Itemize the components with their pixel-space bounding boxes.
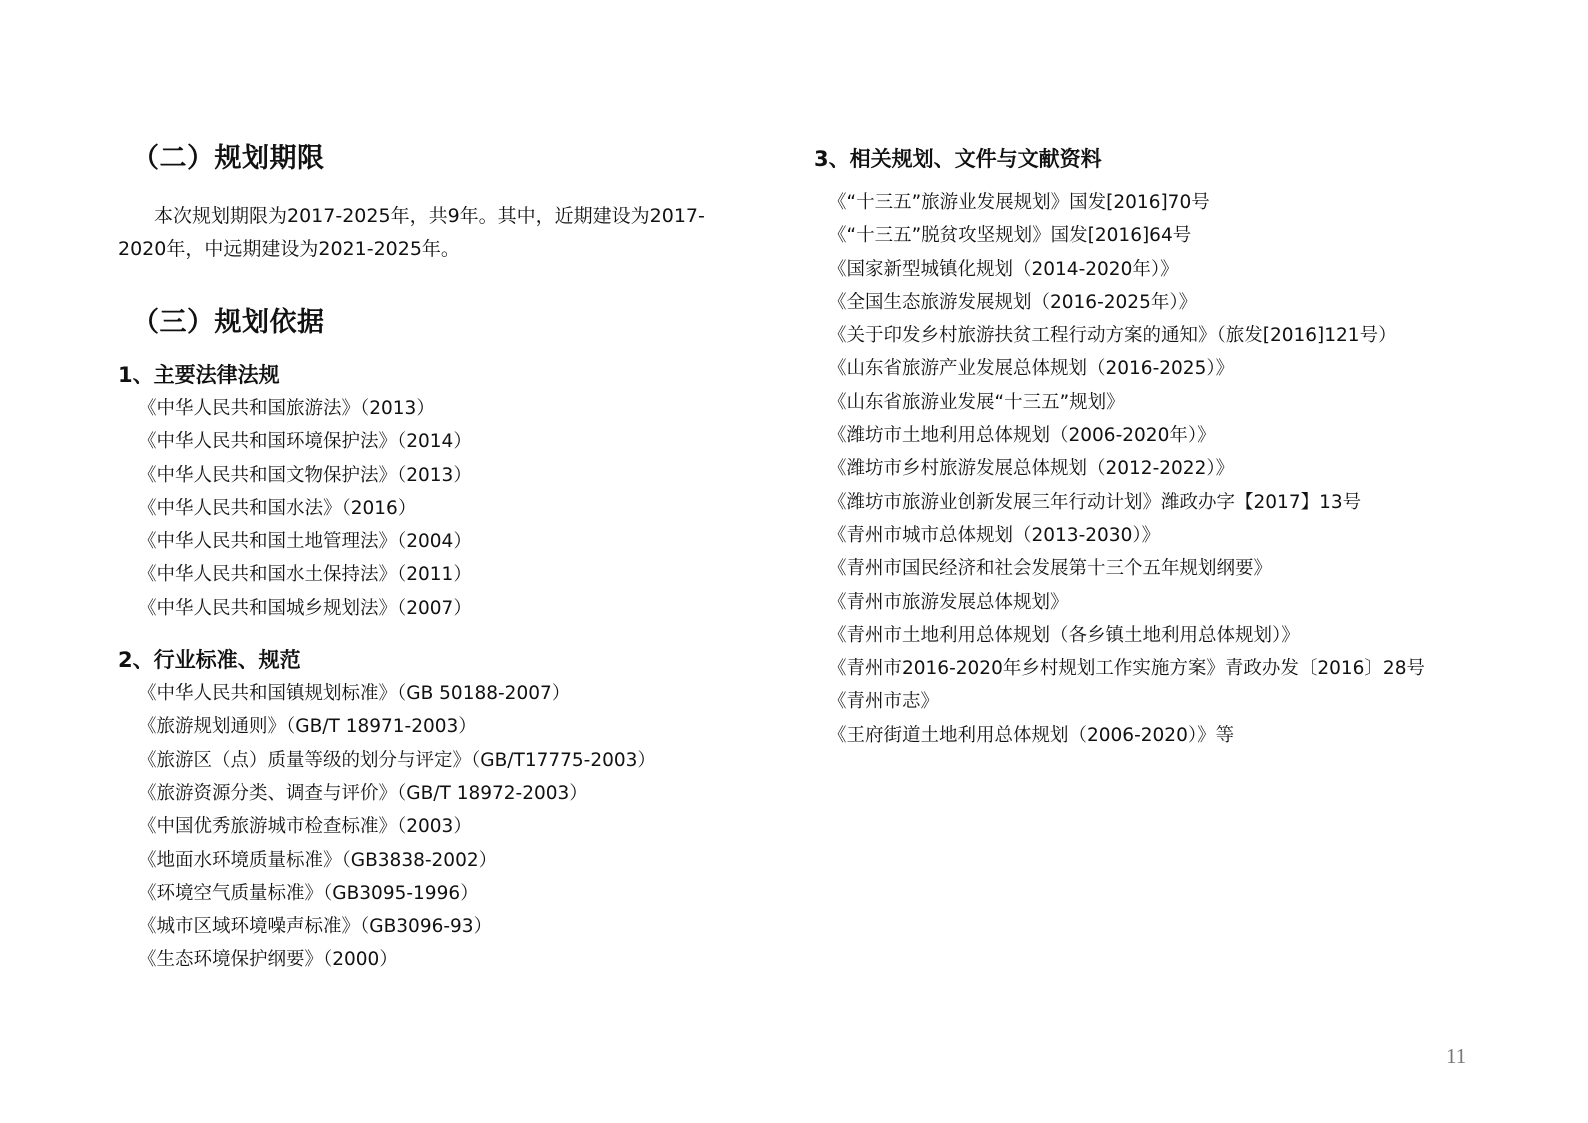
- law-item: 《中华人民共和国文物保护法》（2013）: [138, 464, 472, 486]
- standard-item: 《旅游区（点）质量等级的划分与评定》（GB/T17775-2003）: [138, 749, 656, 771]
- law-item: 《中华人民共和国水土保持法》（2011）: [138, 564, 472, 586]
- document-item: 《“十三五”旅游业发展规划》国发[2016]70号: [828, 192, 1210, 213]
- document-item: 《“十三五”脱贫攻坚规划》国发[2016]64号: [828, 225, 1192, 247]
- document-item: 《关于印发乡村旅游扶贫工程行动方案的通知》（旅发[2016]121号）: [828, 325, 1397, 347]
- document-item: 《青州市旅游发展总体规划》: [828, 591, 1069, 613]
- standard-item: 《旅游规划通则》（GB/T 18971-2003）: [138, 716, 477, 738]
- planning-period-text: 本次规划期限为2017-2025年，共9年。其中，近期建设为2017-2020年，中远期建设为2021-2025年。: [118, 205, 705, 260]
- standard-item: 《生态环境保护纲要》（2000）: [138, 949, 398, 971]
- document-item: 《潍坊市旅游业创新发展三年行动计划》潍政办字【2017】13号: [828, 491, 1362, 513]
- document-item: 《青州市城市总体规划（2013-2030）》: [828, 524, 1161, 546]
- document-item: 《青州市国民经济和社会发展第十三个五年规划纲要》: [828, 558, 1273, 580]
- standard-item: 《旅游资源分类、调查与评价》（GB/T 18972-2003）: [138, 782, 588, 804]
- document-item: 《国家新型城镇化规划（2014-2020年）》: [828, 258, 1179, 280]
- law-item: 《中华人民共和国土地管理法》（2004）: [138, 531, 472, 553]
- standard-item: 《中国优秀旅游城市检查标准》（2003）: [138, 816, 472, 838]
- planning-period-heading: （二）规划期限: [132, 143, 325, 174]
- document-item: 《全国生态旅游发展规划（2016-2025年）》: [828, 291, 1198, 313]
- law-item: 《中华人民共和国环境保护法》（2014）: [138, 431, 472, 453]
- standard-item: 《环境空气质量标准》（GB3095-1996）: [138, 882, 479, 904]
- standards-list: [138, 677, 758, 977]
- laws-list: [138, 392, 758, 625]
- right-column: [814, 140, 1542, 752]
- document-item: 《青州市土地利用总体规划（各乡镇土地利用总体规划）》: [828, 624, 1300, 646]
- page-number: 11: [1446, 1044, 1467, 1068]
- law-item: 《中华人民共和国城乡规划法》（2007）: [138, 597, 472, 619]
- left-column: [118, 140, 758, 977]
- standard-item: 《地面水环境质量标准》（GB3838-2002）: [138, 849, 498, 871]
- standard-item: 《城市区域环境噪声标准》（GB3096-93）: [138, 916, 493, 938]
- standards-heading: 2、行业标准、规范: [118, 648, 301, 673]
- laws-heading: 1、主要法律法规: [118, 363, 280, 387]
- document-item: 《山东省旅游业发展“十三五”规划》: [828, 391, 1125, 413]
- law-item: 《中华人民共和国旅游法》（2013）: [138, 398, 435, 419]
- standard-item: 《中华人民共和国镇规划标准》（GB 50188-2007）: [138, 683, 571, 705]
- document-item: 《山东省旅游产业发展总体规划（2016-2025）》: [828, 358, 1235, 380]
- law-item: 《中华人民共和国水法》（2016）: [138, 497, 417, 519]
- documents-list: [828, 186, 1542, 752]
- document-item: 《王府街道土地利用总体规划（2006-2020）》等: [828, 724, 1235, 746]
- planning-basis-heading: （三）规划依据: [132, 307, 325, 338]
- document-item: 《潍坊市土地利用总体规划（2006-2020年）》: [828, 425, 1216, 447]
- document-item: 《潍坊市乡村旅游发展总体规划（2012-2022）》: [828, 458, 1235, 480]
- documents-heading: 3、相关规划、文件与文献资料: [814, 147, 1102, 171]
- document-item: 《青州市2016-2020年乡村规划工作实施方案》青政办发〔2016〕28号: [828, 658, 1425, 680]
- document-item: 《青州市志》: [828, 691, 940, 713]
